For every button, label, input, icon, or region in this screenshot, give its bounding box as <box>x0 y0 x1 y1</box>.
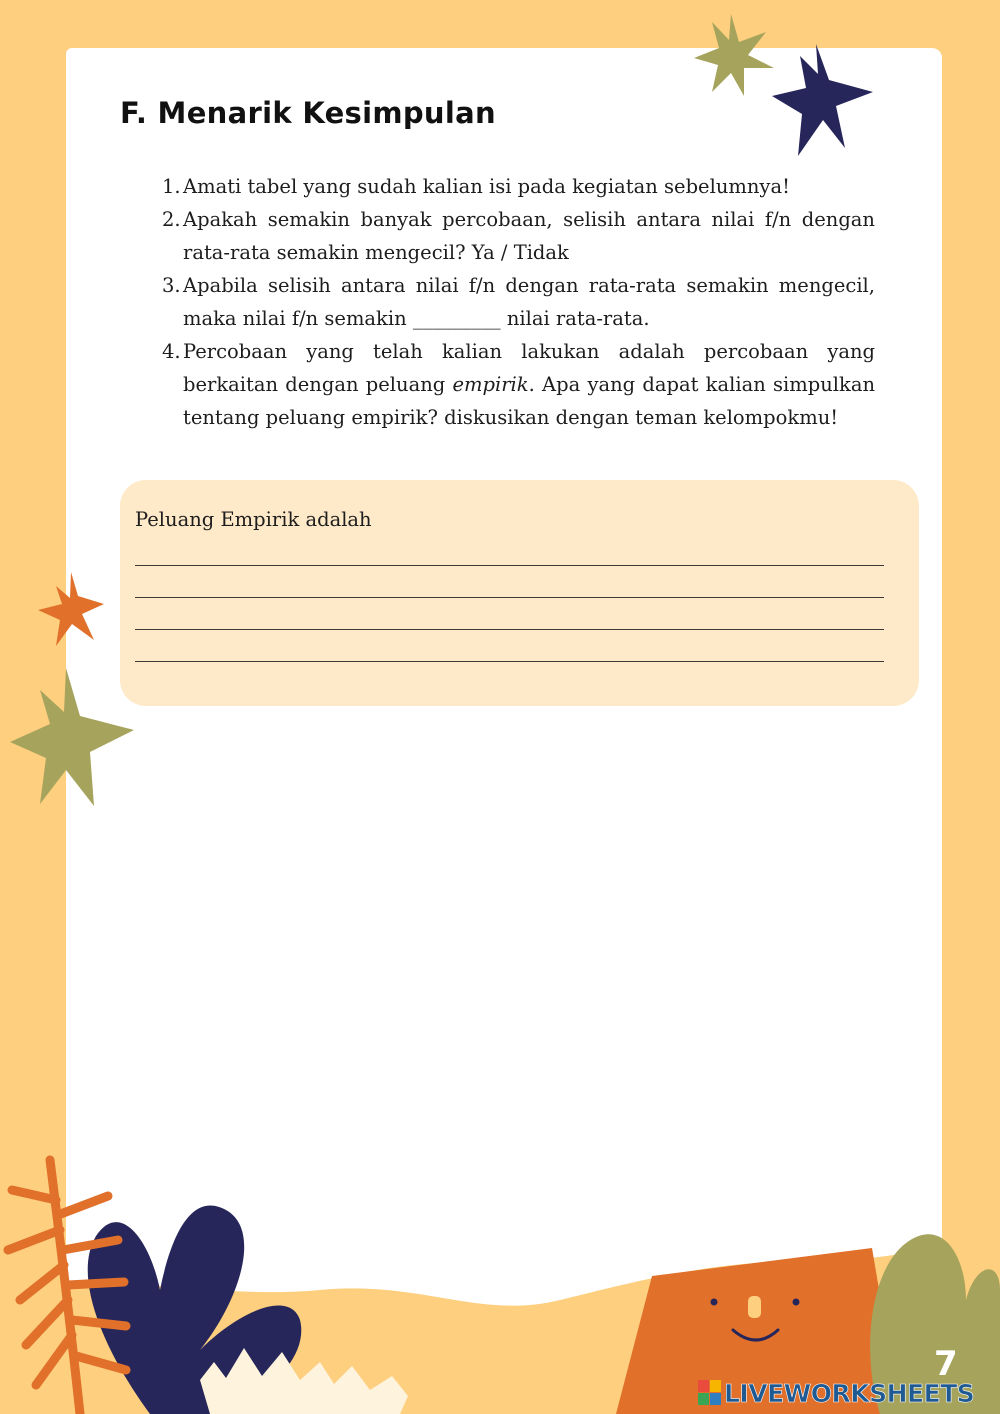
question-text-part: Percobaan yang telah kalian lakukan adalah percobaan yang berkaitan dengan peluang <box>183 340 875 396</box>
question-text: Apabila selisih antara nilai f/n dengan rata-rata semakin mengecil, maka nilai f/n semakin _________ nilai rata-rata. <box>183 274 875 330</box>
question-text: Amati tabel yang sudah kalian isi pada kegiatan sebelumnya! <box>183 175 790 198</box>
answer-label: Peluang Empirik adalah <box>135 508 372 531</box>
question-number: 2. <box>162 208 181 231</box>
list-item <box>162 170 875 203</box>
list-item <box>162 203 875 269</box>
question-number: 4. <box>162 340 181 363</box>
list-item <box>162 335 875 434</box>
question-text <box>183 335 875 434</box>
question-list <box>162 170 875 434</box>
liveworksheets-logo-icon <box>698 1380 722 1406</box>
answer-line[interactable] <box>135 597 884 598</box>
section-title: F. Menarik Kesimpulan <box>120 96 496 130</box>
question-text-part: . Apa yang dapat kalian simpulkan tentang peluang empirik? diskusikan dengan teman kelompokmu! <box>183 373 876 429</box>
question-text: Apakah semakin banyak percobaan, selisih antara nilai f/n dengan rata-rata semakin mengecil? Ya / Tidak <box>183 208 875 264</box>
question-number: 1. <box>162 175 181 198</box>
brand-name: LIVEWORKSHEETS <box>724 1378 975 1408</box>
answer-box[interactable] <box>120 480 919 706</box>
question-number: 3. <box>162 274 181 297</box>
brand-watermark <box>698 1378 974 1408</box>
page-number: 7 <box>934 1344 958 1384</box>
answer-line[interactable] <box>135 629 884 630</box>
answer-line[interactable] <box>135 565 884 566</box>
list-item <box>162 269 875 335</box>
italic-term: empirik <box>452 373 529 396</box>
answer-line[interactable] <box>135 661 884 662</box>
